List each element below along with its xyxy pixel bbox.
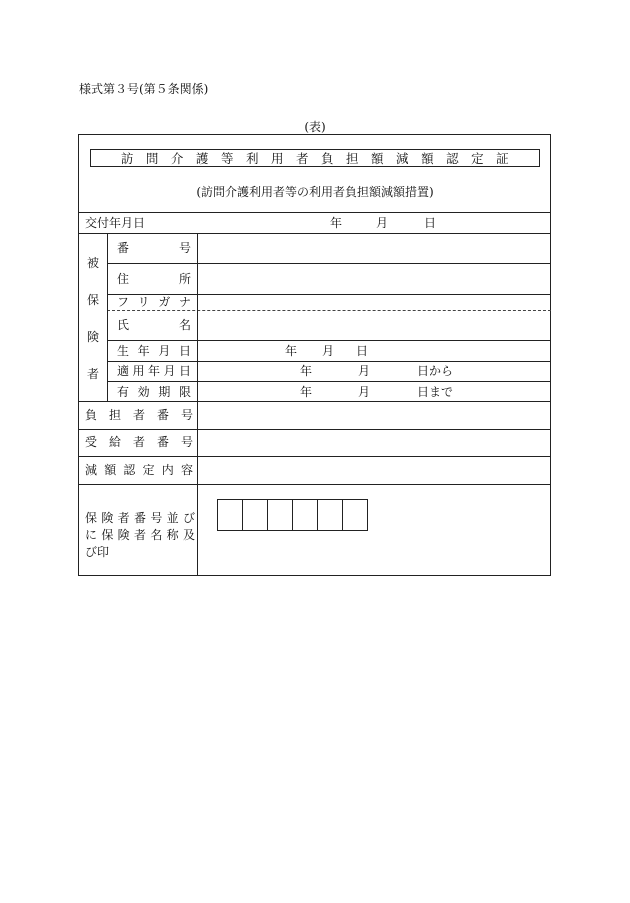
rule [107,263,551,264]
apply-year: 年 [300,364,313,378]
insurer-number-digit-box[interactable] [242,499,268,531]
insurer-number-digit-box[interactable] [292,499,318,531]
apply-day: 日から [417,364,454,378]
payer-number-label: 負 担 者 番 号 [85,408,193,422]
valid-month: 月 [358,385,371,399]
rule [79,456,551,457]
validity-label: 有 効 期 限 [117,385,191,399]
rule [107,381,551,382]
side-label: (表) [304,120,326,134]
valid-year: 年 [300,385,313,399]
apply-date-label: 適 用 年 月 日 [117,364,191,378]
rule [79,401,551,402]
reduction-content-label: 減 額 認 定 内 容 [85,463,193,477]
birth-month: 月 [322,344,335,358]
rule [107,233,108,401]
form-number: 様式第３号(第５条関係) [79,82,209,96]
rule [197,233,198,576]
issue-month: 月 [376,216,389,230]
rule [79,212,551,213]
insured-group-label: 被 保 険 者 [86,256,99,381]
address-label: 住 所 [117,272,191,286]
rule [107,340,551,341]
rule [79,233,551,234]
insurer-number-name-seal-label: 保 険 者 番 号 並 び に 保 険 者 名 称 及 び印 [85,511,195,559]
certificate-subtitle: (訪問介護利用者等の利用者負担額減額措置) [196,185,434,199]
insurer-number-digit-box[interactable] [317,499,343,531]
recipient-number-label: 受 給 者 番 号 [85,435,193,449]
rule [79,484,551,485]
insurer-number-digit-box[interactable] [342,499,368,531]
furigana-divider [107,310,551,311]
apply-month: 月 [358,364,371,378]
birth-day: 日 [356,344,369,358]
issue-date-label: 交付年月日 [85,216,146,230]
insurer-number-digit-box[interactable] [217,499,243,531]
certificate-form [78,134,551,576]
certificate-title: 訪 問 介 護 等 利 用 者 負 担 額 減 額 認 定 証 [90,149,540,167]
insurer-number-digit-box[interactable] [267,499,293,531]
birth-year: 年 [285,344,298,358]
rule [107,361,551,362]
birthdate-label: 生 年 月 日 [117,344,191,358]
furigana-label: フ リ ガ ナ [117,295,191,309]
issue-day: 日 [424,216,437,230]
valid-day: 日まで [417,385,454,399]
name-label: 氏 名 [117,318,191,332]
insured-number-label: 番 号 [117,241,191,255]
issue-year: 年 [330,216,343,230]
rule [79,429,551,430]
